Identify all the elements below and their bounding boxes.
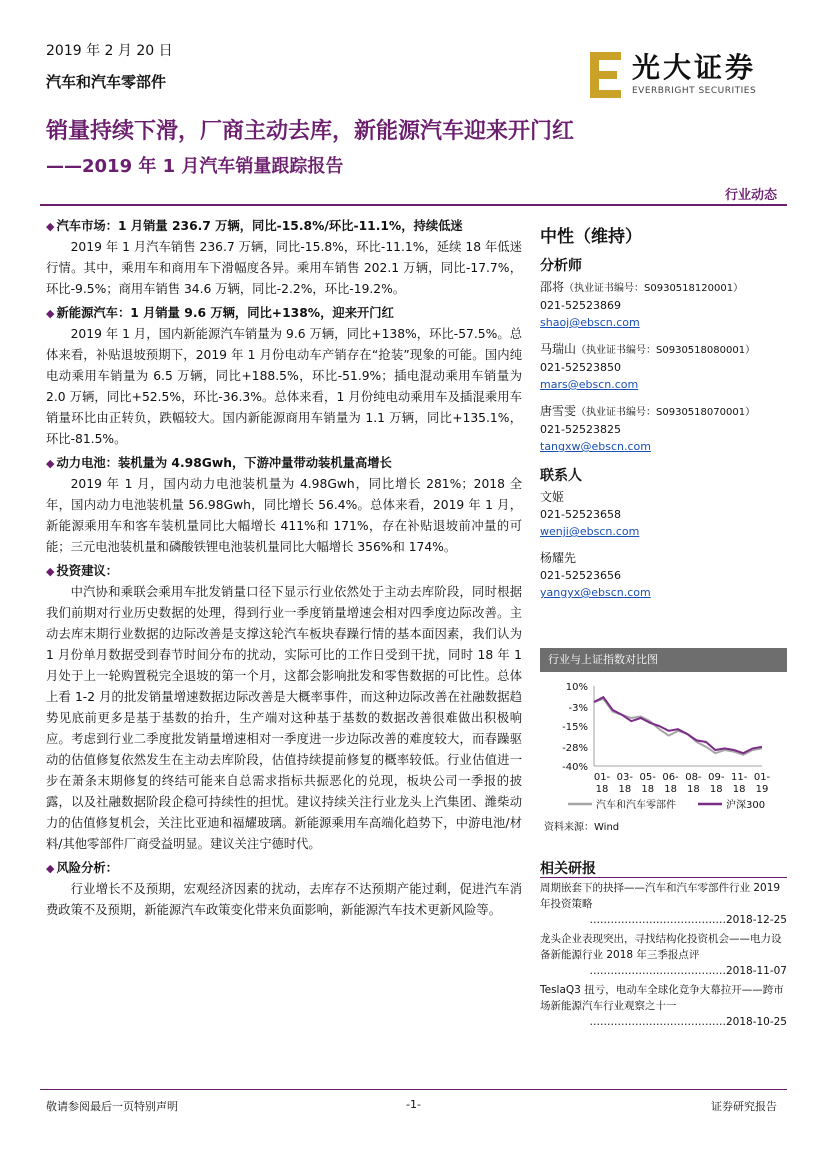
x-tick-label: 01- bbox=[593, 772, 611, 783]
related-date: 2018-11-07 bbox=[725, 965, 787, 977]
main-content bbox=[46, 216, 522, 924]
analyst-phone: 021-52523850 bbox=[540, 361, 621, 374]
analyst-phone: 021-52523825 bbox=[540, 423, 621, 436]
report-title: 销量持续下滑，厂商主动去库，新能源汽车迎来开门红 bbox=[46, 119, 575, 144]
related-divider bbox=[540, 877, 787, 878]
analyst-cert: （执业证书编号：S0930518070001） bbox=[576, 407, 756, 418]
y-tick-label: 10% bbox=[565, 682, 588, 693]
logo-mark-icon bbox=[590, 52, 624, 98]
related-title[interactable]: 龙头企业表现突出，寻找结构化投资机会——电力设备新能源行业 2018 年三季报点评 bbox=[540, 933, 782, 961]
diamond-bullet-icon: ◆ bbox=[46, 565, 55, 578]
analyst-email[interactable]: shaoj@ebscn.com bbox=[540, 316, 640, 329]
x-tick-label: 19 bbox=[755, 784, 769, 795]
series-line-hs300 bbox=[594, 697, 762, 753]
x-tick-label: 08- bbox=[685, 772, 702, 783]
related-title[interactable]: TeslaQ3 扭亏，电动车全球化竞争大幕拉开——跨市场新能源汽车行业观察之十一 bbox=[540, 984, 784, 1012]
analyst-phone: 021-52523869 bbox=[540, 299, 621, 312]
footer-disclaimer: 敬请参阅最后一页特别声明 bbox=[46, 1100, 178, 1113]
analyst-name: 邵将 bbox=[540, 280, 565, 294]
section-heading: 汽车市场：1 月销量 236.7 万辆，同比-15.8%/环比-11.1%，持续低迷 bbox=[56, 219, 463, 233]
page-number: -1- bbox=[406, 1098, 421, 1111]
series-line-industry bbox=[594, 699, 762, 755]
x-tick-label: 18 bbox=[664, 784, 677, 795]
chart-source: 资料来源：Wind bbox=[544, 822, 620, 833]
y-tick-label: -15% bbox=[562, 722, 588, 733]
legend-label-industry: 汽车和汽车零部件 bbox=[596, 800, 676, 811]
section-auto-market bbox=[46, 216, 522, 300]
contact-name: 杨耀先 bbox=[540, 551, 577, 565]
related-title[interactable]: 周期嵌套下的抉择——汽车和汽车零部件行业 2019 年投资策略 bbox=[540, 882, 781, 910]
analyst-cert: （执业证书编号：S0930518080001） bbox=[576, 345, 756, 356]
related-date: 2018-10-25 bbox=[725, 1016, 787, 1028]
x-tick-label: 05- bbox=[639, 772, 656, 783]
report-date: 2019 年 2 月 20 日 bbox=[46, 43, 173, 59]
related-heading: 相关研报 bbox=[540, 861, 596, 877]
related-dots: ………………………………… bbox=[589, 965, 726, 977]
legend-label-hs300: 沪深300 bbox=[726, 800, 766, 811]
company-logo bbox=[590, 52, 780, 102]
y-tick-label: -3% bbox=[568, 702, 588, 714]
analyst-email[interactable]: tangxw@ebscn.com bbox=[540, 440, 652, 453]
x-tick-label: 18 bbox=[732, 784, 746, 795]
contact-card bbox=[540, 489, 787, 540]
analyst-cert: （执业证书编号：S0930518120001） bbox=[564, 283, 744, 294]
section-battery bbox=[46, 453, 522, 558]
y-tick-label: -40% bbox=[562, 762, 588, 773]
related-item[interactable] bbox=[540, 880, 787, 928]
contact-phone: 021-52523658 bbox=[540, 508, 621, 521]
section-investment bbox=[46, 561, 522, 855]
chart-plot bbox=[540, 672, 787, 842]
x-tick-label: 01- bbox=[753, 772, 771, 783]
section-heading: 动力电池：装机量为 4.98Gwh，下游冲量带动装机量高增长 bbox=[56, 456, 392, 470]
related-item[interactable] bbox=[540, 931, 787, 979]
analyst-name: 唐雪雯 bbox=[540, 404, 577, 418]
diamond-bullet-icon: ◆ bbox=[46, 862, 55, 875]
related-dots: ………………………………… bbox=[589, 914, 726, 926]
sidebar bbox=[540, 216, 787, 611]
related-dots: ………………………………… bbox=[589, 1016, 726, 1028]
contact-heading: 联系人 bbox=[540, 468, 582, 484]
y-tick-label: -28% bbox=[562, 742, 588, 754]
header-divider bbox=[40, 204, 787, 206]
analyst-name: 马瑞山 bbox=[540, 342, 577, 356]
section-risk bbox=[46, 858, 522, 921]
analyst-heading: 分析师 bbox=[540, 258, 582, 274]
x-tick-label: 18 bbox=[595, 784, 609, 795]
section-paragraph: 2019 年 1 月，国内动力电池装机量为 4.98Gwh，同比增长 281%；2018 全年，国内动力电池装机量 56.98Gwh，同比增长 56.4%。总体来看，2019 年 1 月，新能源乘用车和客车装机量同比大幅增长 411%和 171%，存在补贴退坡前冲量的可能；三元电池装机量和磷酸铁锂电池装机量同比大幅增长 356%和 174%。 bbox=[46, 477, 522, 554]
section-heading: 风险分析： bbox=[56, 861, 118, 875]
footer-divider bbox=[40, 1089, 787, 1090]
document-type: 行业动态 bbox=[724, 188, 777, 203]
x-tick-label: 03- bbox=[616, 772, 634, 783]
logo-text-en: EVERBRIGHT SECURITIES bbox=[632, 86, 757, 96]
section-paragraph: 中汽协和乘联会乘用车批发销量口径下显示行业依然处于主动去库阶段，同时根据我们前期对行业历史数据的处理，得到行业一季度销量增速会相对四季度边际改善。主动去库末期行业数据的边际改善是支撑这轮汽车板块春躁行情的基本面因素，我们认为 1 月份单月数据受到春节时间分布的扰动，实际可比的工作日受到干扰，同时 18 年 1 月处于上一轮购置税完全退坡的第一个月，这都会影响批发和零售数据的可比性。总体上看 1-2 月的批发销量增速数据边际改善是大概率事件，而这种边际改善在社融数据趋势见底前更多是基于基数的抬升，生产端对这种基于基数的数据改善很难做出积极响应。考虑到行业二季度批发销量增速相对一季度进一步边际改善的难度较大，而春躁驱动的估值修复依然发生在主动去库阶段，估值持续提前修复的概率较低。行业估值进一步在萧条末期修复的终结可能来自总需求指标共振恶化的兑现，板块公司一季报的披露，以及社融数据阶段企稳可持续性的担忧。建议持续关注行业龙头上汽集团、潍柴动力的估值修复机会，关注比亚迪和福耀玻璃。新能源乘用车高端化趋势下，中游电池/材料/其他零部件厂商受益明显。建议关注宁德时代。 bbox=[46, 585, 522, 851]
diamond-bullet-icon: ◆ bbox=[46, 220, 55, 233]
section-paragraph: 行业增长不及预期，宏观经济因素的扰动，去库存不达预期产能过剩，促进汽车消费政策不及预期，新能源汽车政策变化带来负面影响，新能源汽车技术更新风险等。 bbox=[46, 882, 522, 917]
diamond-bullet-icon: ◆ bbox=[46, 457, 55, 470]
section-nev bbox=[46, 303, 522, 450]
logo-text-cn: 光大证券 bbox=[632, 51, 757, 84]
x-tick-label: 18 bbox=[641, 784, 655, 795]
analyst-email[interactable]: mars@ebscn.com bbox=[540, 378, 639, 391]
x-tick-label: 18 bbox=[687, 784, 700, 795]
section-heading: 新能源汽车：1 月销量 9.6 万辆，同比+138%，迎来开门红 bbox=[56, 306, 394, 320]
x-tick-label: 09- bbox=[708, 772, 725, 783]
rating: 中性（维持） bbox=[540, 227, 642, 247]
report-subtitle: ——2019 年 1 月汽车销量跟踪报告 bbox=[46, 156, 344, 177]
section-paragraph: 2019 年 1 月汽车销售 236.7 万辆，同比-15.8%，环比-11.1%，延续 18 年低迷行情。其中，乘用车和商用车下滑幅度各异。乘用车销售 202.1 万辆，同比-17.7%，环比-9.5%；商用车销售 34.6 万辆，同比-2.2%，环比-19.2%。 bbox=[46, 240, 522, 296]
section-paragraph: 2019 年 1 月，国内新能源汽车销量为 9.6 万辆，同比+138%，环比-57.5%。总体来看，补贴退坡预期下，2019 年 1 月份电动车产销存在“抢装”现象的可能。国内纯电动乘用车销量为 6.5 万辆，同比+188.5%，环比-51.9%；插电混动乘用车销量为 2.0 万辆，同比+52.5%，环比-36.3%。总体来看，1 月份纯电动乘用车及插混乘用车销量环比由正转负，跌幅较大。国内新能源商用车销量为 1.1 万辆，同比+135.1%，环比-81.5%。 bbox=[46, 327, 522, 446]
contact-name: 文姬 bbox=[540, 490, 565, 504]
section-heading: 投资建议： bbox=[56, 564, 118, 578]
related-item[interactable] bbox=[540, 982, 787, 1030]
footer-report-type: 证券研究报告 bbox=[711, 1100, 777, 1113]
contact-phone: 021-52523656 bbox=[540, 569, 621, 582]
contact-email[interactable]: wenji@ebscn.com bbox=[540, 525, 640, 538]
contact-email[interactable]: yangyx@ebscn.com bbox=[540, 586, 651, 599]
chart-title: 行业与上证指数对比图 bbox=[540, 648, 787, 672]
x-tick-label: 18 bbox=[709, 784, 723, 795]
analyst-card bbox=[540, 279, 787, 331]
related-list bbox=[540, 880, 787, 1033]
x-tick-label: 18 bbox=[618, 784, 632, 795]
contact-card bbox=[540, 550, 787, 601]
analyst-card bbox=[540, 341, 787, 393]
related-date: 2018-12-25 bbox=[725, 914, 787, 926]
index-comparison-chart bbox=[540, 648, 787, 842]
x-tick-label: 11- bbox=[730, 772, 748, 783]
industry-label: 汽车和汽车零部件 bbox=[46, 73, 167, 91]
analyst-card bbox=[540, 403, 787, 455]
x-tick-label: 06- bbox=[662, 772, 679, 783]
diamond-bullet-icon: ◆ bbox=[46, 307, 55, 320]
